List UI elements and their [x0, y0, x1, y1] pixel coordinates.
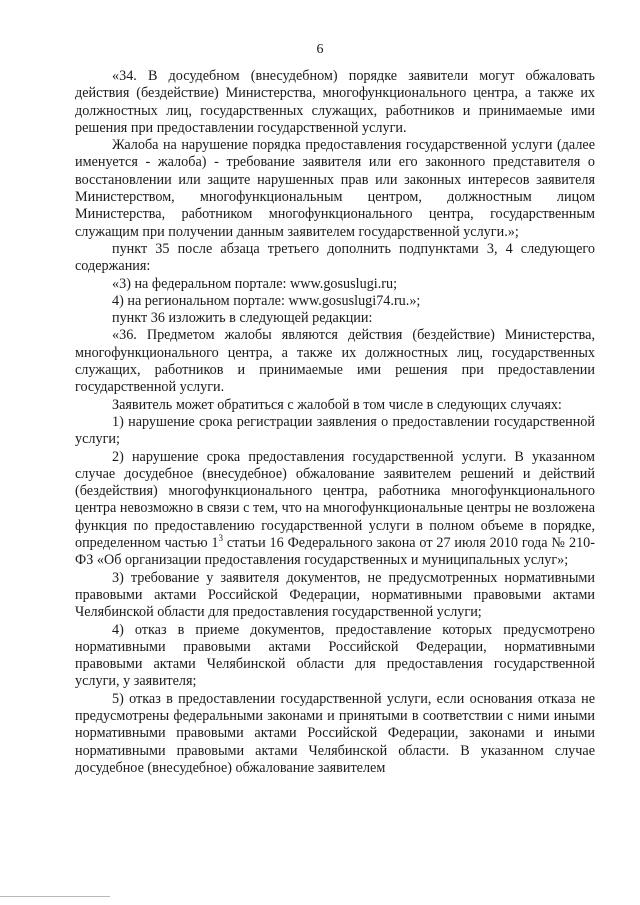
paragraph-federal-portal: «3) на федеральном портале: www.gosuslugi.ru;	[112, 275, 398, 292]
paragraph-complaint-definition: Жалоба на нарушение порядка предоставления государственной услуги (далее именуется - жалоба) - требование заявителя или его законного представителя о восстановлении или защите нарушенных прав или законных интересов заявителя Министерством, многофункциональным центром, должностным лицом Министерства, работником многофункционального центра, государственным служащим при получении данным заявителем государственной услуги.»;	[75, 137, 595, 240]
case-2-superscript: 3	[218, 533, 224, 544]
paragraph-case-2	[75, 449, 595, 570]
paragraph-regional-portal: 4) на региональном портале: www.gosuslugi74.ru.»;	[112, 292, 421, 309]
case-2-text-continued: статьи 16 Федерального закона от 27 июля 2010 года № 210-ФЗ «Об организации предоставления государственных и муниципальных услуг»;	[75, 535, 595, 569]
paragraph-point-35: пункт 35 после абзаца третьего дополнить подпунктами 3, 4 следующего содержания:	[75, 240, 595, 275]
paragraph-cases-intro: Заявитель может обратиться с жалобой в том числе в следующих случаях:	[112, 396, 562, 413]
case-2-text: 2) нарушение срока предоставления государственной услуги. В указанном случае досудебное (внесудебное) обжалование заявителем решений и действий (бездействия) многофункционального центра, работника многофункционального центра невозможно в связи с тем, что на многофункциональные центры не возложена функция по предоставлению государственной услуги в полном объеме в порядке, определенном частью 1	[75, 448, 595, 552]
paragraph-point-36: пункт 36 изложить в следующей редакции:	[112, 310, 373, 327]
paragraph-case-5: 5) отказ в предоставлении государственной услуги, если основания отказа не предусмотрены федеральными законами и принятыми в соответствии с ними иными нормативными правовыми актами Российской Федерации, законами и иными нормативными правовыми актами Челябинской области. В указанном случае досудебное (внесудебное) обжалование заявителем	[75, 690, 595, 776]
scan-edge-mark	[0, 896, 110, 897]
paragraph-case-3: 3) требование у заявителя документов, не предусмотренных нормативными правовыми актами Российской Федерации, нормативными правовыми актами Челябинской области для предоставления государственной услуги;	[75, 569, 595, 621]
paragraph-item-34: «34. В досудебном (внесудебном) порядке заявители могут обжаловать действия (бездействие) Министерства, многофункционального центра, а также их должностных лиц, государственных служащих, работников и принимаемые ими решения при предоставлении государственной услуги.	[75, 68, 595, 136]
paragraph-case-1: 1) нарушение срока регистрации заявления о предоставлении государственной услуги;	[75, 413, 595, 448]
paragraph-case-4: 4) отказ в приеме документов, предоставление которых предусмотрено нормативными правовыми актами Российской Федерации, нормативными правовыми актами Челябинской области для предоставления государственной услуги, у заявителя;	[75, 621, 595, 690]
document-body	[75, 68, 595, 777]
paragraph-item-36: «36. Предметом жалобы являются действия (бездействие) Министерства, многофункционального центра, а также их должностных лиц, государственных служащих, работников и принимаемые ими решения при предоставлении государственной услуги.	[75, 327, 595, 396]
page-number: 6	[316, 42, 324, 57]
